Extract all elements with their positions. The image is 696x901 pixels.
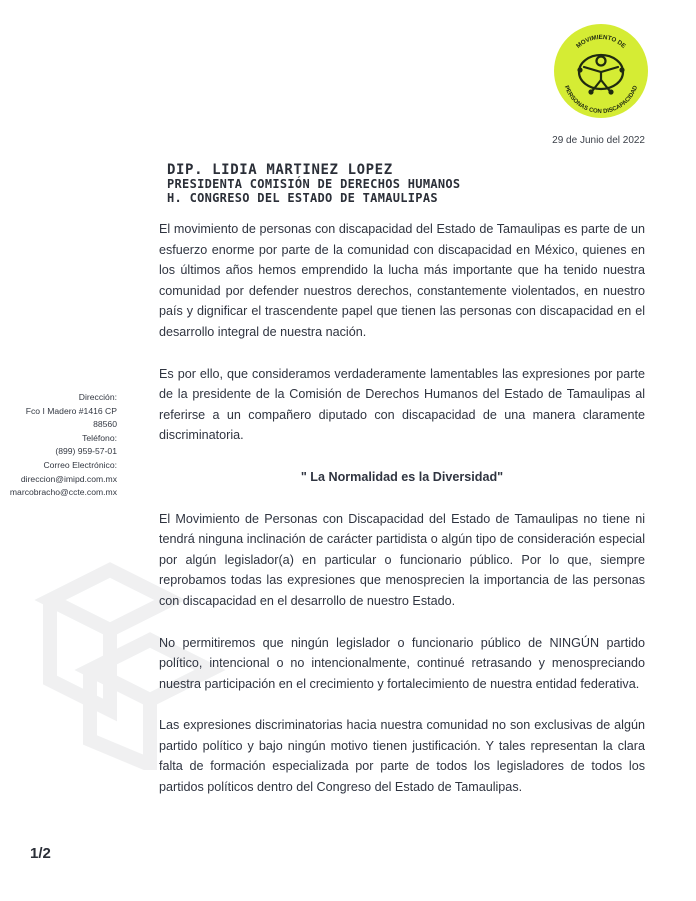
address-line2: 88560 [93, 419, 117, 430]
paragraph-5: Las expresiones discriminatorias hacia nuestra comunidad no son exclusivas de algún partido político y bajo ningún motivo tienen justificación. Y tales representan la clara falta de formación especializada por parte de todos los legisladores de todos los partidos políticos dentro del Congreso del Estado de Tamaulipas. [159, 718, 645, 795]
paragraph-3: El Movimiento de Personas con Discapacidad del Estado de Tamaulipas no tiene ni tendrá ninguna inclinación de carácter partidista o algún tipo de consideración especial por algún legislador(a) en particular o funcionario público. Por lo que, siempre reprobamos todas las expresiones que menosprecien la importancia de las personas con discapacidad en el desarrollo de nuestro Estado. [159, 511, 645, 608]
recipient-name: DIP. LIDIA MARTINEZ LOPEZ [167, 162, 393, 178]
phone-number: (899) 959-57-01 [55, 446, 117, 457]
letter-date: 29 de Junio del 2022 [552, 135, 645, 146]
motto-quote: " La Normalidad es la Diversidad" [300, 469, 504, 484]
recipient-institution: H. CONGRESO DEL ESTADO DE TAMAULIPAS [167, 191, 438, 205]
page-number: 1/2 [30, 845, 51, 862]
address-label: Dirección: [78, 392, 117, 402]
address-line1: Fco I Madero #1416 CP [25, 405, 117, 416]
paragraph-1: El movimiento de personas con discapacidad del Estado de Tamaulipas es parte de un esfuerzo enorme por parte de la comunidad con discapacidad en México, quienes en los últimos años hemos emprendido la lucha más importante que ha tenido nuestra comunidad por defender nuestros derechos, constantemente violentados, en nuestro país y dignificar el trascendente papel que tienen las personas con discapacidad en el desarrollo integral de nuestra nación. [159, 222, 645, 339]
recipient-position: PRESIDENTA COMISIÓN DE DERECHOS HUMANOS [167, 177, 461, 191]
organization-logo [553, 23, 649, 119]
contact-sidebar [0, 391, 117, 500]
phone-label: Teléfono: [82, 432, 117, 443]
recipient-block [167, 163, 637, 205]
paragraph-4: No permitiremos que ningún legislador o funcionario público de NINGÚN partido político, intencional o no intencionalmente, continué retrasando y menospreciando nuestra participación en el crecimiento y fortalecimiento de nuestra entidad federativa. [159, 635, 645, 691]
email-label: Correo Electrónico: [43, 459, 117, 470]
paragraph-2: Es por ello, que consideramos verdaderamente lamentables las expresiones por parte de la presidente de la Comisión de Derechos Humanos del Estado de Tamaulipas al referirse a un compañero diputado con discapacidad de una manera claramente discriminatoria. [159, 366, 645, 443]
email-address-1: direccion@imipd.com.mx [20, 473, 117, 484]
logo-text-bottom: PERSONAS CON DISCAPACIDAD [562, 84, 640, 116]
logo-text-top: MOVIMIENTO DE [575, 33, 627, 50]
email-address-2: marcobracho@ccte.com.mx [9, 487, 117, 498]
letter-body [159, 219, 645, 819]
